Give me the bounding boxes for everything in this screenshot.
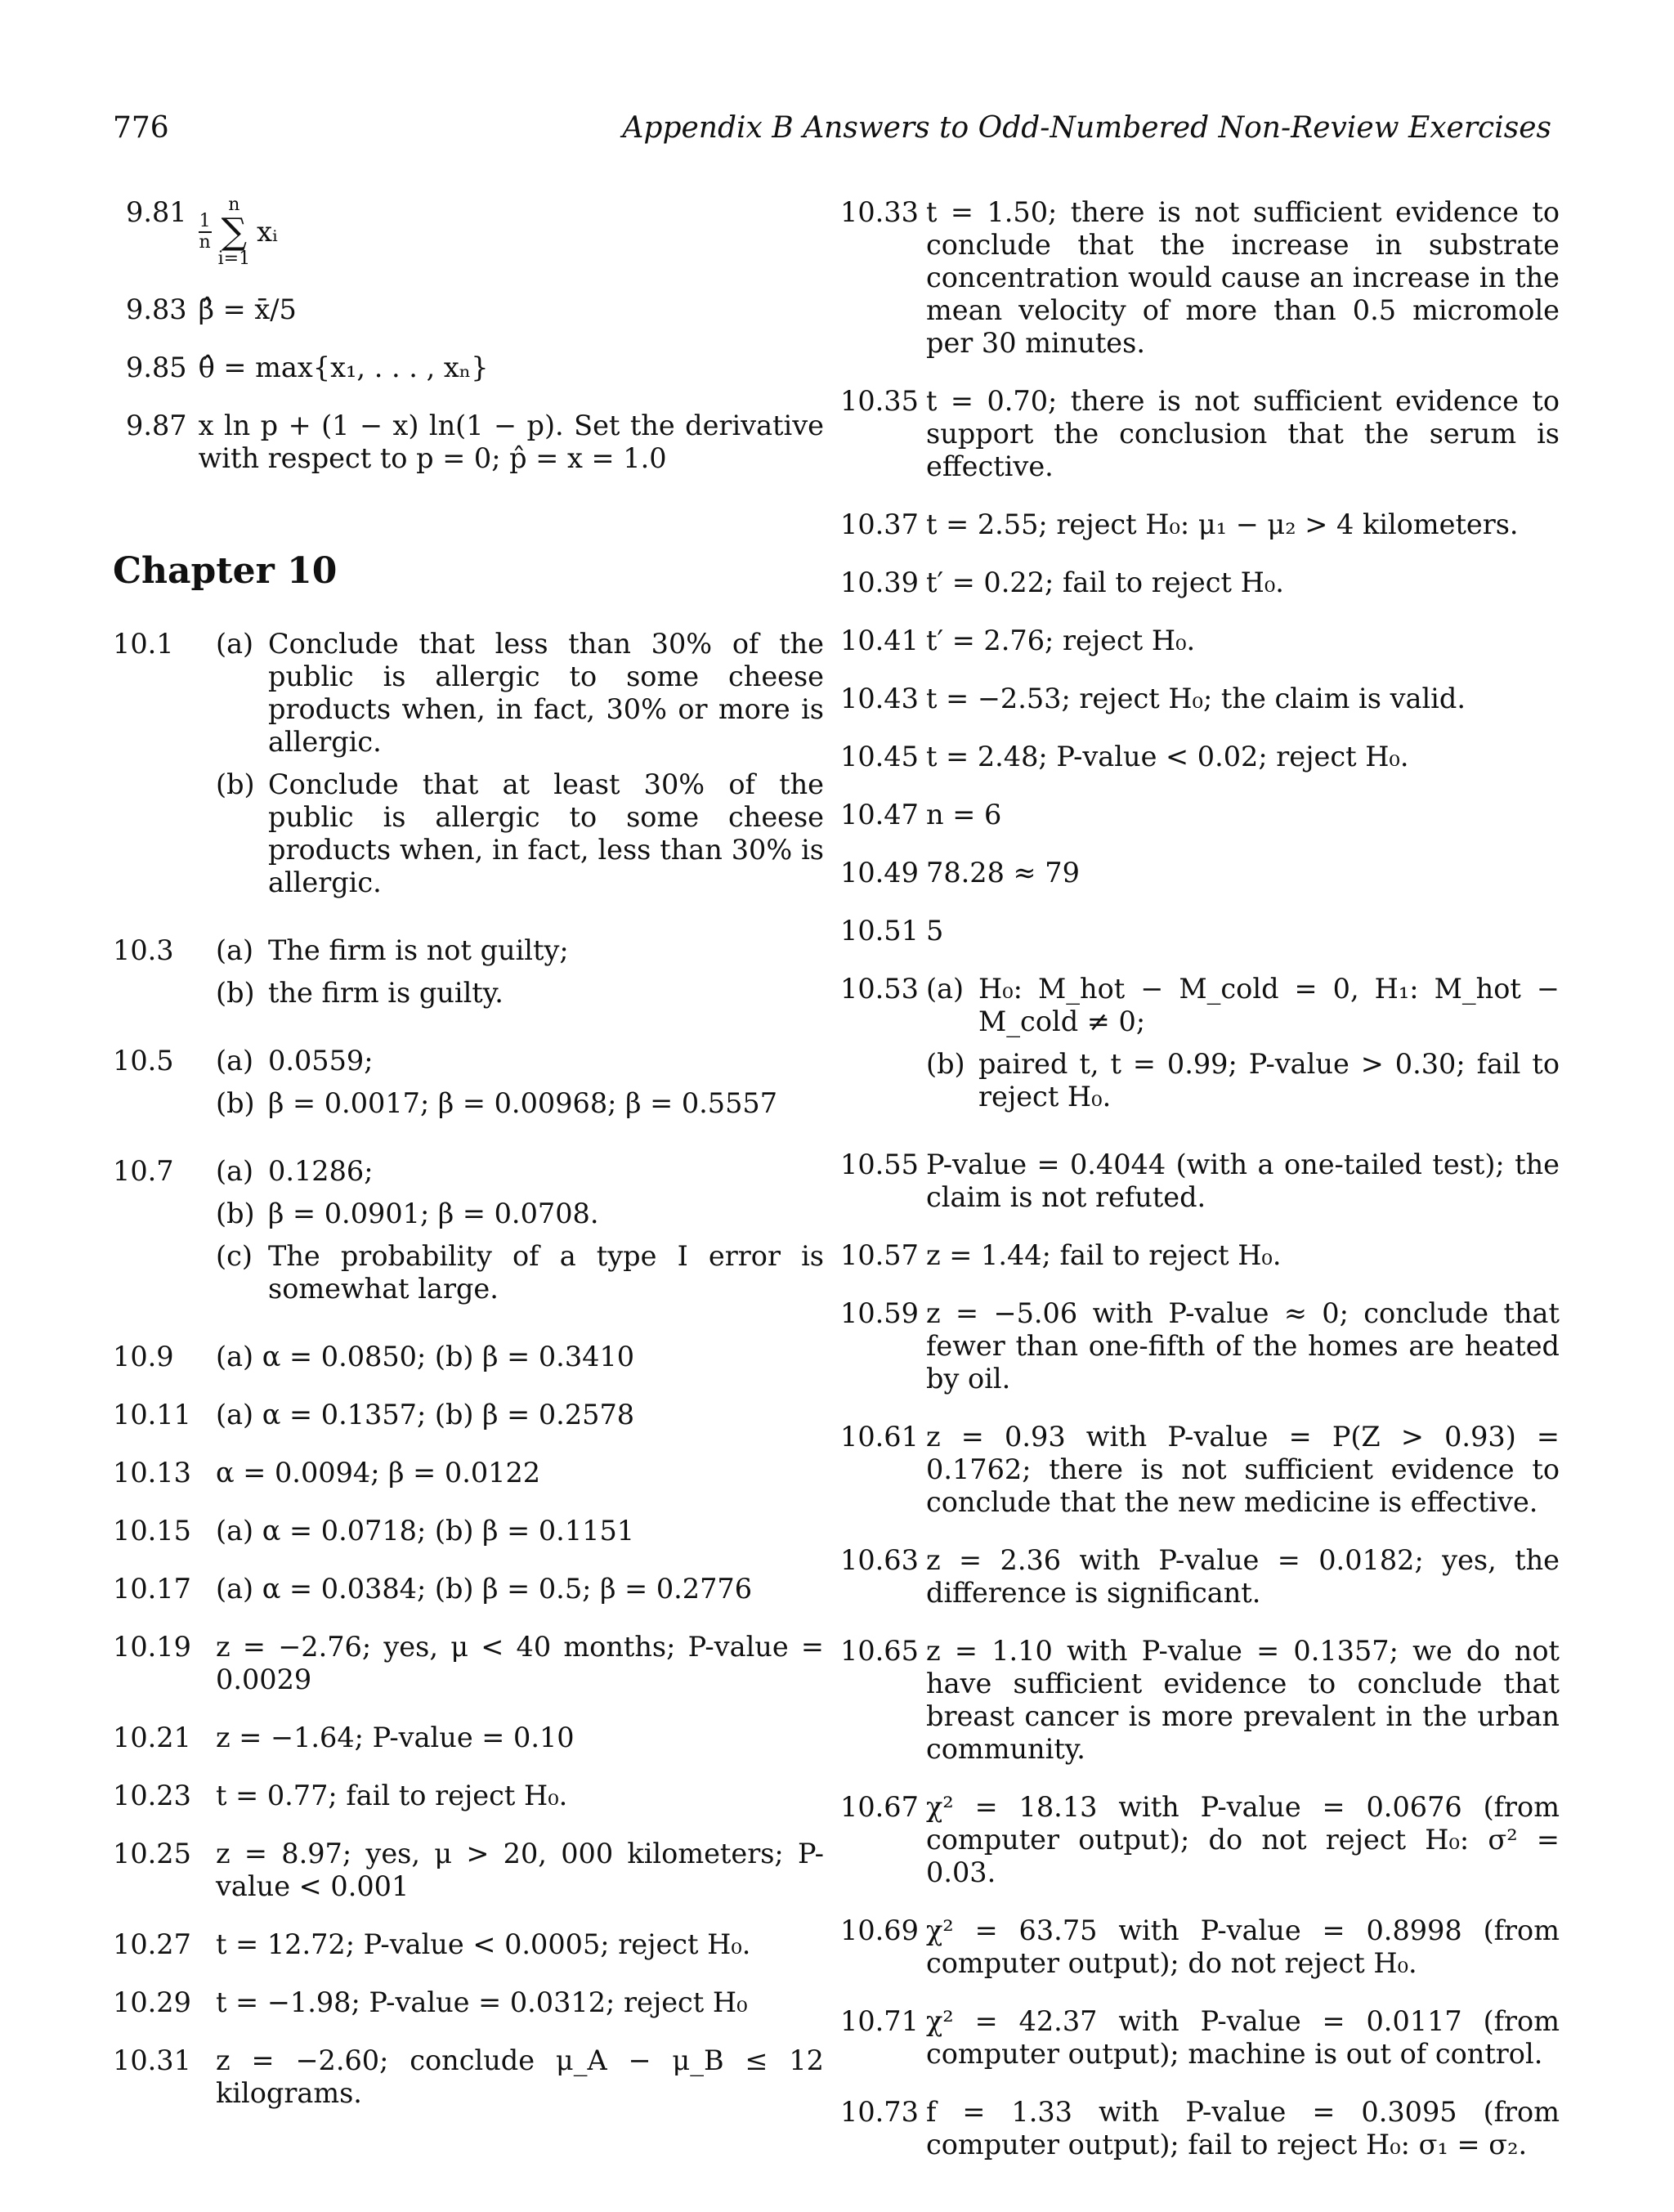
answer-text: t = 0.70; there is not sufficient evidence to support the conclusion that the serum is effective. bbox=[926, 385, 1560, 482]
exercise-number: 10.31 bbox=[113, 2044, 191, 2076]
answer-text: z = −1.64; P-value = 0.10 bbox=[216, 1722, 575, 1753]
answer-text: z = 1.44; fail to reject H₀. bbox=[926, 1239, 1282, 1271]
answer-text: 5 bbox=[926, 915, 944, 947]
answer-text: z = 0.93 with P-value = P(Z > 0.93) = 0.1762; there is not sufficient evidence to conclude that the new medicine is effective. bbox=[926, 1421, 1560, 1518]
answer-entry bbox=[126, 293, 824, 326]
exercise-number: 9.87 bbox=[126, 410, 187, 441]
answer-text: P-value = 0.4044 (with a one-tailed test); the claim is not refuted. bbox=[926, 1149, 1560, 1213]
answer-part bbox=[216, 628, 824, 759]
exercise-number: 9.85 bbox=[126, 352, 187, 383]
answer-entry bbox=[113, 1341, 824, 1373]
exercise-number: 10.29 bbox=[113, 1986, 191, 2018]
answer-text: t = −1.98; P-value = 0.0312; reject H₀ bbox=[216, 1986, 748, 2018]
answer-entry bbox=[840, 625, 1560, 657]
answer-entry bbox=[113, 1838, 824, 1903]
part-label: (a) bbox=[216, 1155, 254, 1187]
answer-entry bbox=[840, 973, 1560, 1123]
answer-entry bbox=[113, 1045, 824, 1130]
answer-text bbox=[216, 934, 824, 1019]
exercise-number: 10.37 bbox=[840, 508, 919, 540]
answer-entry bbox=[840, 799, 1560, 831]
part-label: (a) bbox=[216, 934, 254, 966]
answer-entry bbox=[840, 1635, 1560, 1766]
exercise-number: 10.9 bbox=[113, 1341, 174, 1372]
answer-text: f = 1.33 with P-value = 0.3095 (from computer output); fail to reject H₀: σ₁ = σ₂. bbox=[926, 2096, 1560, 2161]
answer-text: (a) α = 0.0384; (b) β = 0.5; β = 0.2776 bbox=[216, 1573, 753, 1605]
exercise-number: 10.41 bbox=[840, 625, 919, 656]
part-label: (a) bbox=[216, 1045, 254, 1077]
answer-text: z = 1.10 with P-value = 0.1357; we do not have sufficient evidence to conclude that breast cancer is more prevalent in the urban community. bbox=[926, 1635, 1560, 1765]
answer-text bbox=[216, 1155, 824, 1315]
answer-text: 78.28 ≈ 79 bbox=[926, 857, 1080, 889]
part-text: β = 0.0901; β = 0.0708. bbox=[268, 1198, 599, 1229]
answer-entry bbox=[840, 566, 1560, 599]
answer-part bbox=[216, 1155, 824, 1188]
exercise-number: 10.25 bbox=[113, 1838, 191, 1869]
exercise-number: 10.21 bbox=[113, 1722, 191, 1753]
chapter-heading: Chapter 10 bbox=[113, 550, 338, 592]
answer-entry bbox=[840, 1544, 1560, 1610]
answer-entry bbox=[840, 2096, 1560, 2161]
part-label: (b) bbox=[216, 977, 255, 1009]
exercise-number: 10.17 bbox=[113, 1573, 191, 1605]
answer-text: t = 0.77; fail to reject H₀. bbox=[216, 1780, 568, 1811]
page-header bbox=[113, 111, 1551, 152]
answer-entry bbox=[113, 1515, 824, 1547]
answer-entry bbox=[113, 628, 824, 909]
answer-entry bbox=[113, 1457, 824, 1489]
exercise-number: 10.67 bbox=[840, 1791, 919, 1823]
answer-text: t′ = 0.22; fail to reject H₀. bbox=[926, 566, 1284, 598]
exercise-number: 10.47 bbox=[840, 799, 919, 831]
part-text: The probability of a type I error is somewhat large. bbox=[268, 1240, 824, 1305]
answer-entry bbox=[126, 352, 824, 384]
answer-part bbox=[926, 973, 1560, 1038]
answer-text: χ² = 42.37 with P-value = 0.0117 (from computer output); machine is out of control. bbox=[926, 2005, 1560, 2070]
exercise-number: 10.49 bbox=[840, 857, 919, 889]
part-label: (a) bbox=[926, 973, 965, 1005]
answer-part bbox=[926, 1048, 1560, 1113]
answer-text: z = 8.97; yes, μ > 20, 000 kilometers; P-value < 0.001 bbox=[216, 1838, 824, 1902]
right-column bbox=[840, 196, 1560, 2187]
exercise-number: 10.19 bbox=[113, 1631, 191, 1663]
exercise-number: 10.1 bbox=[113, 628, 174, 660]
answer-part bbox=[216, 934, 824, 967]
answer-text: t = 1.50; there is not sufficient evidence to conclude that the increase in substrate concentration would cause an increase in the mean velocity of more than 0.5 micromole per 30 minutes. bbox=[926, 196, 1560, 359]
exercise-number: 10.57 bbox=[840, 1239, 919, 1271]
part-text: 0.1286; bbox=[268, 1155, 374, 1187]
part-text: Conclude that at least 30% of the public is allergic to some cheese products when, in fact, less than 30% is allergic. bbox=[268, 768, 824, 898]
part-label: (b) bbox=[216, 768, 255, 800]
exercise-number: 10.15 bbox=[113, 1515, 191, 1547]
answer-text: (a) α = 0.0850; (b) β = 0.3410 bbox=[216, 1341, 635, 1372]
fraction bbox=[199, 212, 212, 253]
answer-entry bbox=[113, 1399, 824, 1431]
answer-entry bbox=[113, 1631, 824, 1696]
answer-entry bbox=[840, 1421, 1560, 1519]
exercise-number: 10.71 bbox=[840, 2005, 919, 2037]
answer-text bbox=[926, 973, 1560, 1123]
part-label: (b) bbox=[216, 1087, 255, 1119]
part-text: H₀: M_hot − M_cold = 0, H₁: M_hot − M_cold ≠ 0; bbox=[978, 973, 1560, 1037]
part-text: the firm is guilty. bbox=[268, 977, 504, 1009]
exercise-number: 9.83 bbox=[126, 293, 187, 325]
answer-entry bbox=[113, 1722, 824, 1754]
answer-entry bbox=[126, 410, 824, 475]
answer-text: (a) α = 0.1357; (b) β = 0.2578 bbox=[216, 1399, 635, 1431]
answer-text: z = −2.60; conclude μ_A − μ_B ≤ 12 kilograms. bbox=[216, 2044, 824, 2109]
answer-entry bbox=[113, 1155, 824, 1315]
part-label: (c) bbox=[216, 1240, 253, 1272]
answer-entry bbox=[113, 1573, 824, 1605]
answer-text: θ̂ = max{x₁, . . . , xₙ} bbox=[198, 352, 489, 383]
part-label: (b) bbox=[926, 1048, 965, 1080]
part-label: (b) bbox=[216, 1198, 255, 1229]
answer-part bbox=[216, 768, 824, 899]
answer-text: (a) α = 0.0718; (b) β = 0.1151 bbox=[216, 1515, 635, 1547]
exercise-number: 10.23 bbox=[113, 1780, 191, 1811]
answer-text: z = −5.06 with P-value ≈ 0; conclude that fewer than one-fifth of the homes are heated by oil. bbox=[926, 1297, 1560, 1395]
answer-entry bbox=[840, 1239, 1560, 1272]
running-title: Appendix B Answers to Odd-Numbered Non-Review Exercises bbox=[622, 111, 1551, 145]
answer-text: z = −2.76; yes, μ < 40 months; P-value = 0.0029 bbox=[216, 1631, 824, 1695]
answer-entry bbox=[840, 385, 1560, 483]
answer-part bbox=[216, 1045, 824, 1077]
answer-entry bbox=[840, 1791, 1560, 1889]
part-text: β = 0.0017; β = 0.00968; β = 0.5557 bbox=[268, 1087, 778, 1119]
chapter-9-answers bbox=[126, 196, 824, 475]
answer-entry bbox=[840, 2005, 1560, 2071]
exercise-number: 10.39 bbox=[840, 566, 919, 598]
exercise-number: 9.81 bbox=[126, 196, 187, 228]
answer-entry bbox=[840, 1297, 1560, 1395]
answer-entry bbox=[126, 196, 824, 268]
fraction-denominator: n bbox=[199, 232, 211, 253]
sum-term: xᵢ bbox=[257, 216, 278, 248]
answer-entry bbox=[113, 934, 824, 1019]
sigma-block bbox=[218, 196, 250, 268]
exercise-number: 10.53 bbox=[840, 973, 919, 1005]
exercise-number: 10.7 bbox=[113, 1155, 174, 1187]
part-text: paired t, t = 0.99; P-value > 0.30; fail to reject H₀. bbox=[978, 1048, 1560, 1113]
exercise-number: 10.59 bbox=[840, 1297, 919, 1329]
exercise-number: 10.61 bbox=[840, 1421, 919, 1453]
answer-text: χ² = 63.75 with P-value = 0.8998 (from computer output); do not reject H₀. bbox=[926, 1914, 1560, 1979]
exercise-number: 10.5 bbox=[113, 1045, 174, 1077]
exercise-number: 10.43 bbox=[840, 683, 919, 714]
answer-text: t = −2.53; reject H₀; the claim is valid. bbox=[926, 683, 1466, 714]
exercise-number: 10.13 bbox=[113, 1457, 191, 1489]
sum-lower-limit: i=1 bbox=[217, 249, 251, 269]
exercise-number: 10.69 bbox=[840, 1914, 919, 1946]
part-text: The firm is not guilty; bbox=[268, 934, 569, 966]
exercise-number: 10.11 bbox=[113, 1399, 191, 1431]
part-text: Conclude that less than 30% of the public is allergic to some cheese products when, in fact, 30% or more is allergic. bbox=[268, 628, 824, 758]
exercise-number: 10.3 bbox=[113, 934, 174, 966]
exercise-number: 10.73 bbox=[840, 2096, 919, 2128]
answer-text: χ² = 18.13 with P-value = 0.0676 (from computer output); do not reject H₀: σ² = 0.03. bbox=[926, 1791, 1560, 1888]
answer-text: α = 0.0094; β = 0.0122 bbox=[216, 1457, 541, 1489]
answer-text bbox=[216, 628, 824, 909]
summation-expression bbox=[199, 196, 278, 268]
page-number: 776 bbox=[113, 111, 169, 145]
sigma-symbol: ∑ bbox=[221, 211, 248, 253]
left-column bbox=[113, 196, 824, 2135]
exercise-number: 10.45 bbox=[840, 741, 919, 772]
answer-part bbox=[216, 1240, 824, 1305]
answer-part bbox=[216, 977, 824, 1010]
exercise-number: 10.33 bbox=[840, 196, 919, 228]
answer-part bbox=[216, 1087, 824, 1120]
answer-text: z = 2.36 with P-value = 0.0182; yes, the difference is significant. bbox=[926, 1544, 1560, 1609]
exercise-number: 10.63 bbox=[840, 1544, 919, 1576]
answer-entry bbox=[840, 1149, 1560, 1214]
answer-text: t = 12.72; P-value < 0.0005; reject H₀. bbox=[216, 1928, 751, 1960]
answer-text bbox=[199, 196, 824, 268]
answer-entry bbox=[113, 1928, 824, 1961]
part-label: (a) bbox=[216, 628, 254, 660]
answer-part bbox=[216, 1198, 824, 1230]
answer-text: x ln p + (1 − x) ln(1 − p). Set the derivative with respect to p = 0; p̂ = x = 1.0 bbox=[198, 410, 824, 474]
answer-entry bbox=[113, 1986, 824, 2019]
exercise-number: 10.27 bbox=[113, 1928, 191, 1960]
sum-upper-limit: n bbox=[228, 195, 240, 215]
answer-text: t = 2.48; P-value < 0.02; reject H₀. bbox=[926, 741, 1409, 772]
answer-text: t = 2.55; reject H₀: μ₁ − μ₂ > 4 kilometers. bbox=[926, 508, 1519, 540]
chapter-10-answers-left bbox=[113, 628, 824, 2110]
exercise-number: 10.51 bbox=[840, 915, 919, 947]
answer-entry bbox=[840, 508, 1560, 541]
answer-entry bbox=[840, 196, 1560, 360]
answer-entry bbox=[840, 1914, 1560, 1980]
answer-entry bbox=[840, 683, 1560, 715]
part-text: 0.0559; bbox=[268, 1045, 374, 1077]
answer-entry bbox=[840, 741, 1560, 773]
answer-text: t′ = 2.76; reject H₀. bbox=[926, 625, 1196, 656]
fraction-numerator: 1 bbox=[199, 211, 211, 231]
answer-text: n = 6 bbox=[926, 799, 1002, 831]
answer-text: β̂ = x̄/5 bbox=[198, 293, 297, 325]
exercise-number: 10.65 bbox=[840, 1635, 919, 1667]
answer-entry bbox=[840, 915, 1560, 947]
exercise-number: 10.55 bbox=[840, 1149, 919, 1180]
answer-text bbox=[216, 1045, 824, 1130]
exercise-number: 10.35 bbox=[840, 385, 919, 417]
answer-entry bbox=[840, 857, 1560, 889]
answer-entry bbox=[113, 2044, 824, 2110]
answer-entry bbox=[113, 1780, 824, 1812]
